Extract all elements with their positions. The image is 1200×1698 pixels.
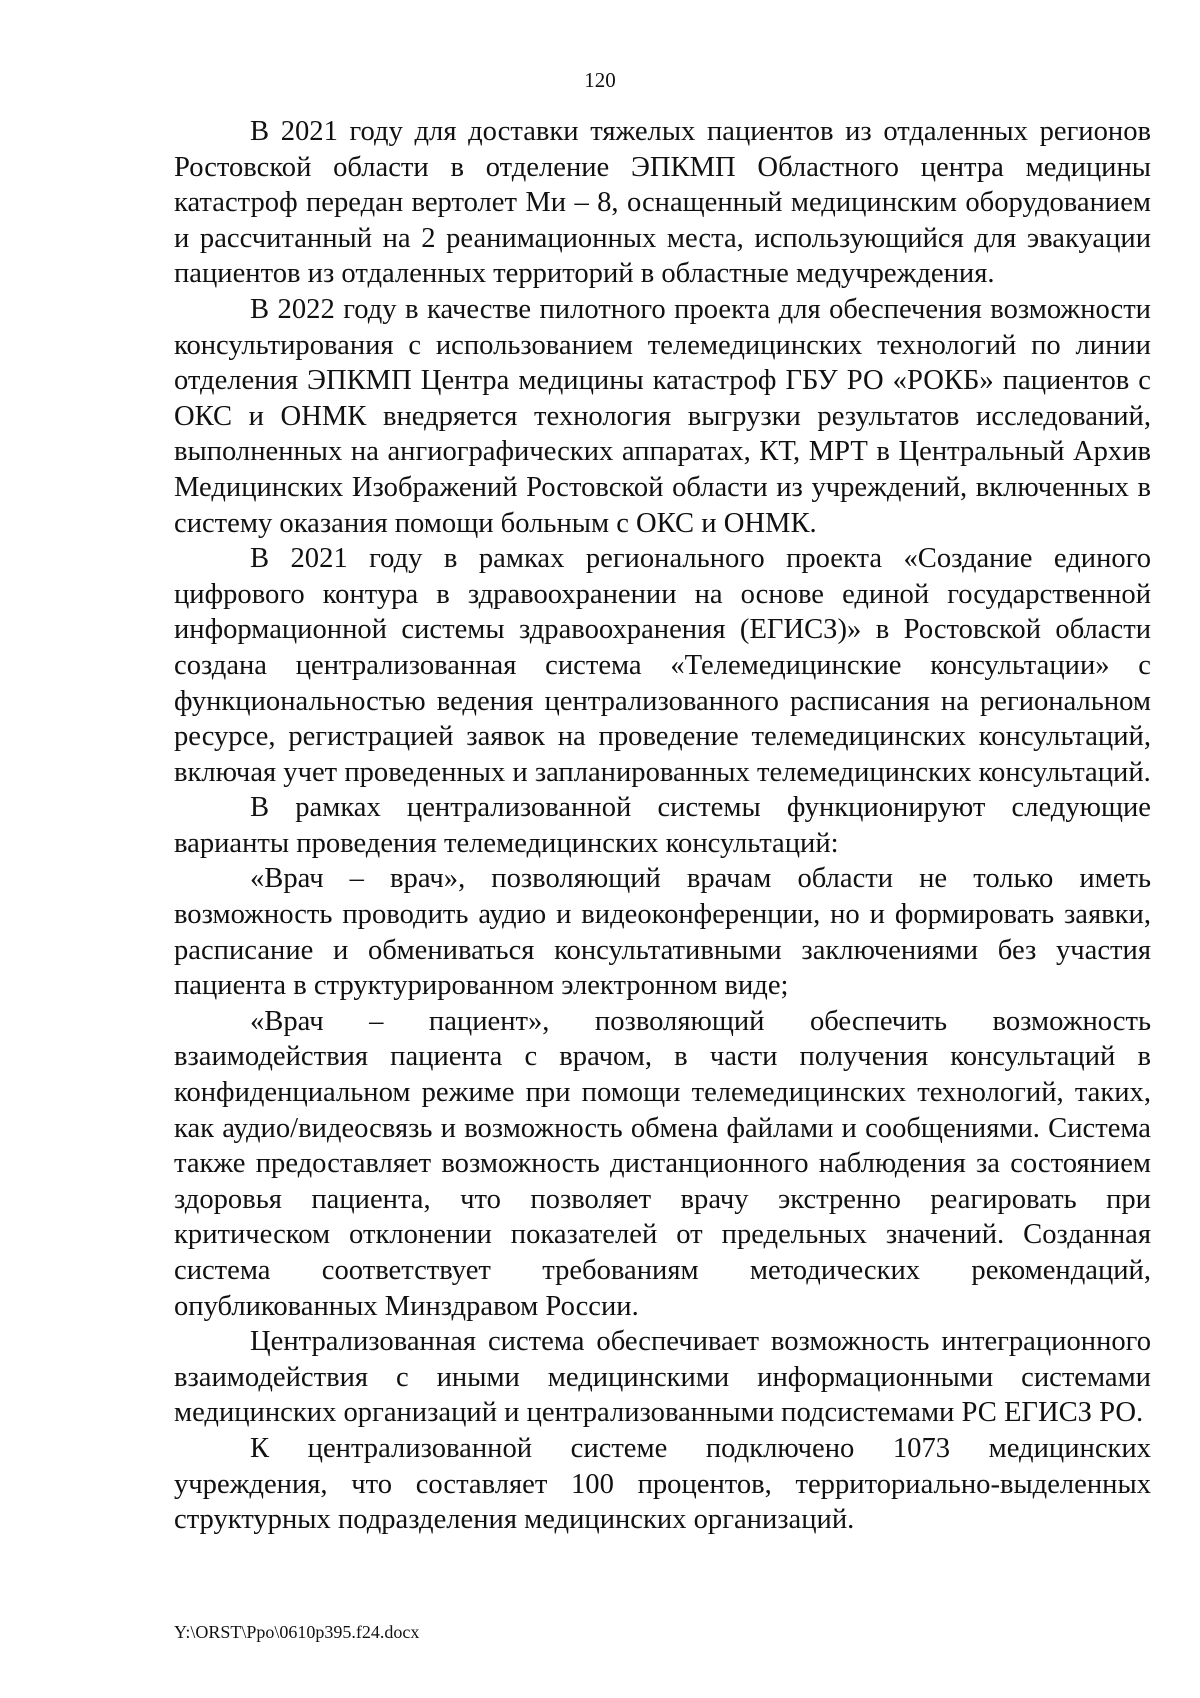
- paragraph-doctor-patient: «Врач – пациент», позволяющий обеспечить возможность взаимодействия пациента с врачом, в части получения консультаций в конфиденциальном режиме при помощи телемедицинских технологий, таких, как аудио/видеосвязь и возможность обмена файлами и сообщениями. Система также предоставляет возможность дистанционного наблюдения за состоянием здоровья пациента, что позволяет врачу экстренно реагировать при критическом отклонении показателей от предельных значений. Созданная система соответствует требованиям методических рекомендаций, опубликованных Минздравом России.: [174, 1005, 1151, 1322]
- paragraph-regional-project: В 2021 году в рамках регионального проекта «Создание единого цифрового контура в здравоохранении на основе единой государственной информационной системы здравоохранения (ЕГИСЗ)» в Ростовской области создана централизованная система «Телемедицинские консультации» с функциональностью ведения централизованного расписания на региональном ресурсе, регистрацией заявок на проведение телемедицинских консультаций, включая учет проведенных и запланированных телемедицинских консультаций.: [174, 543, 1151, 788]
- page-number: 120: [584, 68, 616, 92]
- paragraph-connected-institutions: К централизованной системе подключено 1073 медицинских учреждения, что составляет 100 процентов, территориально-выделенных структурных подразделения медицинских организаций.: [174, 1432, 1151, 1536]
- paragraph-integration: Централизованная система обеспечивает возможность интеграционного взаимодействия с иными медицинскими информационными системами медицинских организаций и централизованными подсистемами РС ЕГИСЗ РО.: [174, 1326, 1151, 1429]
- paragraph-helicopter: В 2021 году для доставки тяжелых пациентов из отдаленных регионов Ростовской области в отделение ЭПКМП Областного центра медицины катастроф передан вертолет Ми – 8, оснащенный медицинским оборудованием и рассчитанный на 2 реанимационных места, использующийся для эвакуации пациентов из отдаленных территорий в областные медучреждения.: [174, 116, 1151, 290]
- paragraph-pilot-project: В 2022 году в качестве пилотного проекта для обеспечения возможности консультирования с использованием телемедицинских технологий по линии отделения ЭПКМП Центра медицины катастроф ГБУ РО «РОКБ» пациентов с ОКС и ОНМК внедряется технология выгрузки результатов исследований, выполненных на ангиографических аппаратах, КТ, МРТ в Центральный Архив Медицинских Изображений Ростовской области из учреждений, включенных в систему оказания помощи больным с ОКС и ОНМК.: [174, 293, 1151, 539]
- paragraph-consultation-variants: В рамках централизованной системы функционируют следующие варианты проведения телемедицинских консультаций:: [174, 792, 1151, 859]
- paragraph-doctor-doctor: «Врач – врач», позволяющий врачам области не только иметь возможность проводить аудио и видеоконференции, но и формировать заявки, расписание и обмениваться консультативными заключениями без участия пациента в структурированном электронном виде;: [174, 863, 1151, 1002]
- document-body: [174, 114, 1151, 1538]
- footer-file-path: Y:\ORST\Ppo\0610p395.f24.docx: [174, 1622, 420, 1642]
